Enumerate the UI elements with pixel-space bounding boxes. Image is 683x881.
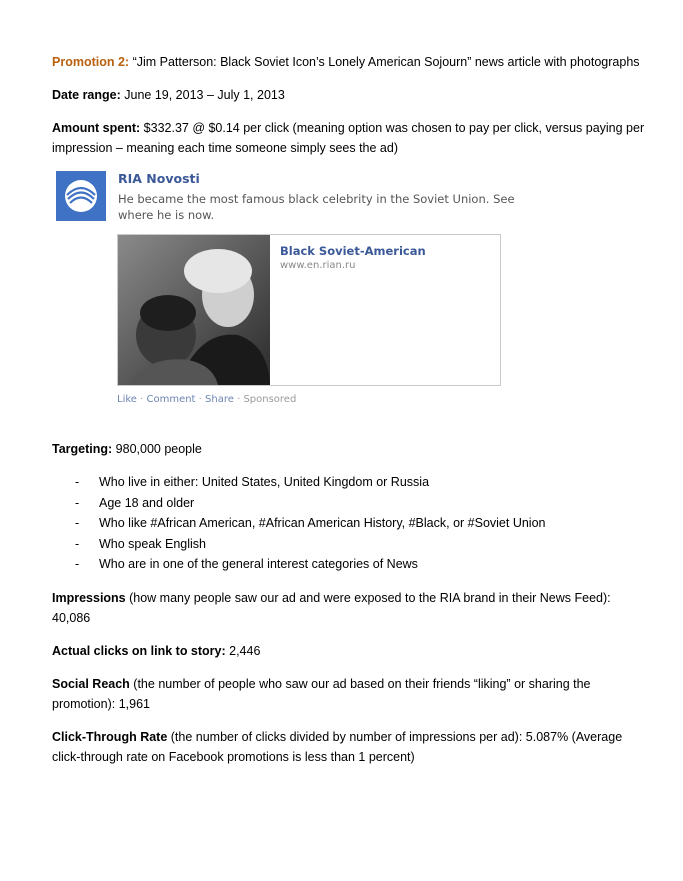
impressions-label: Impressions <box>52 590 126 605</box>
list-item: - Who are in one of the general interest categories of News <box>52 554 652 575</box>
date-range-label: Date range: <box>52 88 121 102</box>
promotion-text: “Jim Patterson: Black Soviet Icon’s Lonely American Sojourn” news article with photographs <box>129 55 640 69</box>
social-reach-label: Social Reach <box>52 676 130 691</box>
targeting-paragraph <box>52 439 652 459</box>
clicks-value: 2,446 <box>225 643 261 658</box>
ria-novosti-logo-icon[interactable] <box>56 171 106 221</box>
targeting-label: Targeting: <box>52 442 113 456</box>
amount-spent-value: $332.37 @ $0.14 per click (meaning option was chosen to pay per click, versus paying per impression – meaning each time someone simply sees the ad) <box>52 121 645 155</box>
ad-body-text: He became the most famous black celebrity in the Soviet Union. See where he is now. <box>118 192 515 222</box>
promotion-paragraph <box>52 52 652 72</box>
list-item: - Age 18 and older <box>52 493 652 514</box>
like-link[interactable]: Like <box>117 394 137 405</box>
facebook-ad-screenshot <box>56 171 652 425</box>
list-item: - Who speak English <box>52 534 652 555</box>
document-page <box>52 52 652 780</box>
promotion-label: Promotion 2: <box>52 55 130 69</box>
action-separator: · <box>136 394 147 405</box>
ctr-text: (the number of clicks divided by number of impressions per ad): 5.087% (Average click-through rate on Facebook promotions is less than 1 percent) <box>52 729 623 764</box>
action-separator: · <box>195 394 206 405</box>
clicks-label: Actual clicks on link to story: <box>52 643 226 658</box>
date-range-paragraph <box>52 85 652 105</box>
sponsored-label: Sponsored <box>243 394 297 405</box>
amount-spent-paragraph <box>52 118 652 158</box>
ad-action-bar <box>117 393 296 407</box>
ad-link-url: www.en.rian.ru <box>280 260 356 271</box>
social-reach-text: (the number of people who saw our ad based on their friends “liking” or sharing the promotion): 1,961 <box>52 676 591 711</box>
impressions-paragraph <box>52 588 652 628</box>
action-separator: · <box>233 394 244 405</box>
share-link[interactable]: Share <box>205 394 234 405</box>
ctr-label: Click-Through Rate <box>52 729 168 744</box>
amount-spent-label: Amount spent: <box>52 121 141 135</box>
comment-link[interactable]: Comment <box>146 394 196 405</box>
impressions-text: (how many people saw our ad and were exposed to the RIA brand in their News Feed): 40,086 <box>52 590 611 625</box>
ctr-paragraph <box>52 727 652 767</box>
list-item: - Who live in either: United States, United Kingdom or Russia <box>52 472 652 493</box>
ad-link-preview[interactable] <box>117 234 501 386</box>
ad-link-title[interactable]: Black Soviet-American <box>280 244 426 258</box>
list-item: - Who like #African American, #African American History, #Black, or #Soviet Union <box>52 513 652 534</box>
date-range-value: June 19, 2013 – July 1, 2013 <box>120 88 285 102</box>
ad-page-name[interactable]: RIA Novosti <box>118 171 200 186</box>
targeting-value: 980,000 people <box>112 442 202 456</box>
clicks-paragraph <box>52 641 652 661</box>
woman-and-child-photo[interactable] <box>118 235 270 385</box>
social-reach-paragraph <box>52 674 652 714</box>
targeting-list <box>52 472 652 575</box>
